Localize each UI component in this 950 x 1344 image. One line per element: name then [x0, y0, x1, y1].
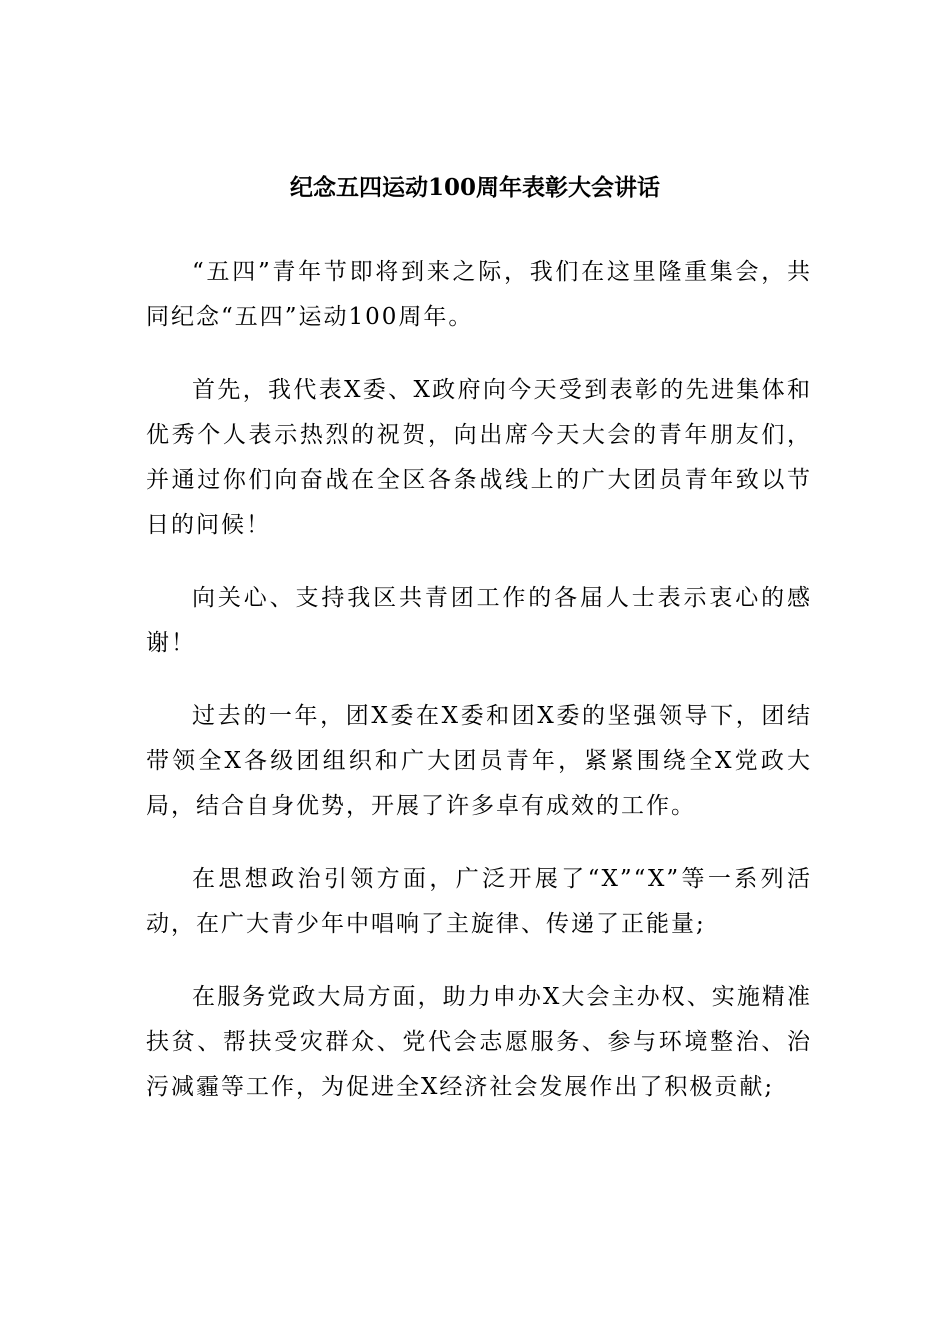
document-title: 纪念五四运动100周年表彰大会讲话 [289, 174, 660, 201]
paragraph-3: 向关心、支持我区共青团工作的各届人士表示衷心的感谢！ [146, 585, 812, 656]
paragraph-5: 在思想政治引领方面，广泛开展了“X”“X”等一系列活动，在广大青少年中唱响了主旋律、传递了正能量; [146, 866, 812, 937]
paragraph-4: 过去的一年，团X委在X委和团X委的坚强领导下，团结带领全X各级团组织和广大团员青年，紧紧围绕全X党政大局，结合自身优势，开展了许多卓有成效的工作。 [146, 703, 812, 819]
paragraph-2: 首先，我代表X委、X政府向今天受到表彰的先进集体和优秀个人表示热烈的祝贺，向出席今天大会的青年朋友们，并通过你们向奋战在全区各条战线上的广大团员青年致以节日的问候！ [146, 377, 812, 538]
document-body [146, 250, 812, 1110]
paragraph-1: “五四”青年节即将到来之际，我们在这里隆重集会，共同纪念“五四”运动100周年。 [146, 259, 812, 330]
paragraph-6: 在服务党政大局方面，助力申办X大会主办权、实施精准扶贫、帮扶受灾群众、党代会志愿服务、参与环境整治、治污减霾等工作，为促进全X经济社会发展作出了积极贡献; [146, 984, 812, 1100]
